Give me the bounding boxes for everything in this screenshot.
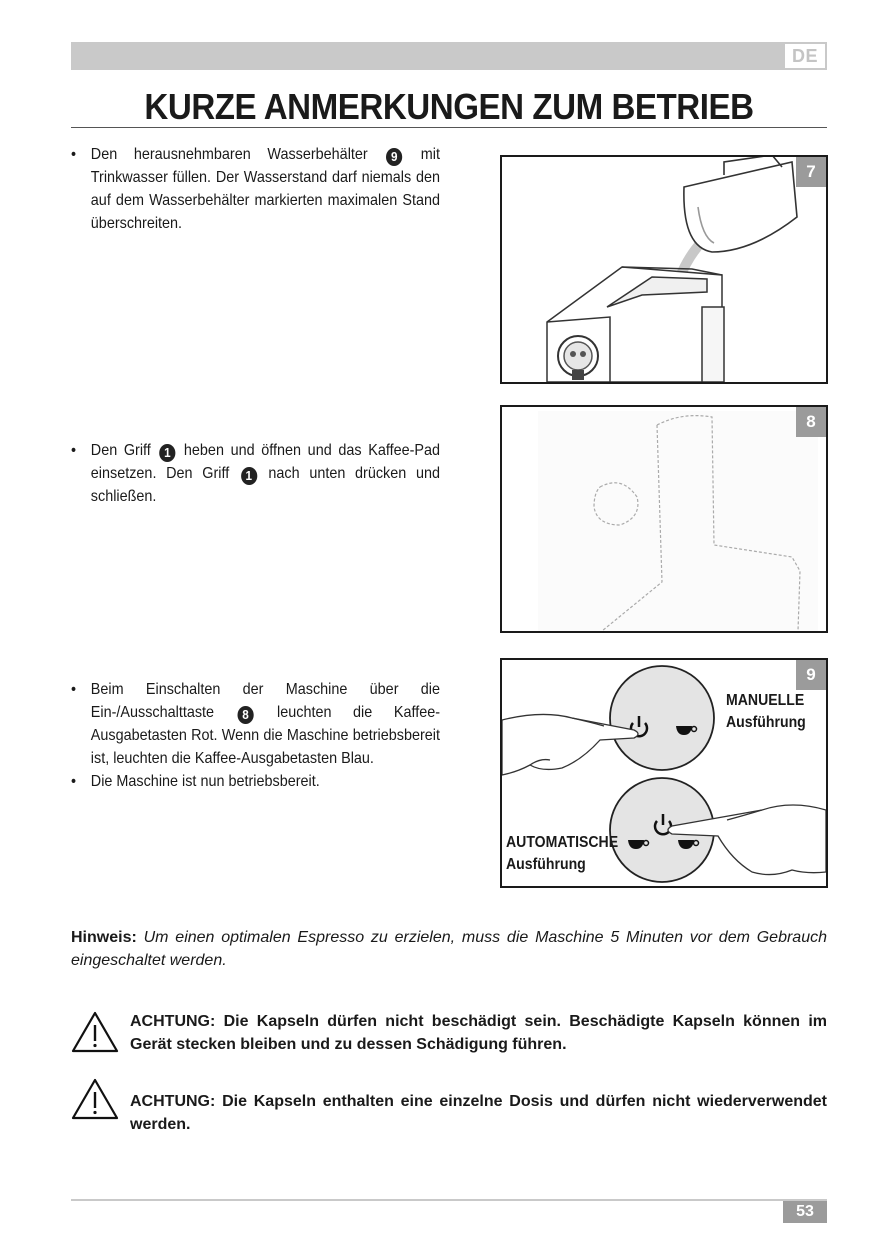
warning-text: ACHTUNG: Die Kapseln enthalten eine einzelne Dosis und dürfen nicht wiederverwendet werden.: [130, 1093, 828, 1133]
warning-triangle-icon: [71, 1010, 119, 1054]
figure-8-handle: [500, 405, 828, 633]
water-tank-illustration: [502, 157, 826, 382]
figure-7-fill-water-tank: [500, 155, 828, 384]
header-bar: [71, 42, 827, 70]
page-title: KURZE ANMERKUNGEN ZUM BETRIEB: [144, 86, 754, 127]
language-badge: DE: [785, 44, 825, 68]
figure-number: 7: [796, 157, 826, 187]
section-power-text: [71, 678, 440, 793]
note-text: Um einen optimalen Espresso zu erzielen, muss die Maschine 5 Minuten vor dem Gebrauch eingeschaltet werden.: [71, 929, 827, 969]
automatic-version-label: AUTOMATISCHE Ausführung: [506, 834, 619, 873]
list-item: • Den Griff 1 heben und öffnen und das Kaffee-Pad einsetzen. Den Griff 1 nach unten drücken und schließen.: [71, 439, 440, 508]
title-divider: [71, 127, 827, 128]
reference-number-badge: 1: [241, 467, 257, 485]
section-handle-text: [71, 439, 440, 508]
list-item: • Beim Einschalten der Maschine über die Ein-/Ausschalttaste 8 leuchten die Kaffee-Ausgabetasten Rot. Wenn die Maschine betriebsbereit ist, leuchten die Kaffee-Ausgabetasten Blau.: [71, 678, 440, 770]
warning-2: [71, 1077, 828, 1133]
figure-9-power-buttons: [500, 658, 828, 888]
note-label: Hinweis:: [71, 929, 137, 946]
section-water-tank-text: [71, 143, 440, 235]
page-number: 53: [783, 1201, 827, 1223]
manual-version-label: MANUELLE Ausführung: [726, 692, 806, 731]
reference-number-badge: 9: [386, 148, 402, 166]
reference-number-badge: 8: [237, 706, 253, 724]
list-item: • Den herausnehmbaren Wasserbehälter 9 mit Trinkwasser füllen. Der Wasserstand darf niemals den auf dem Wasserbehälter markierten maximalen Stand überschreiten.: [71, 143, 440, 235]
warning-1: [71, 1010, 827, 1058]
figure-number: 9: [796, 660, 826, 690]
note-paragraph: [71, 926, 827, 972]
warning-triangle-icon: [71, 1077, 119, 1121]
figure-number: 8: [796, 407, 826, 437]
control-panel-top: [610, 666, 714, 770]
warning-text: ACHTUNG: Die Kapseln dürfen nicht beschädigt sein. Beschädigte Kapseln können im Gerät stecken bleiben und zu dessen Schädigung führen.: [130, 1013, 827, 1053]
handle-illustration: [502, 407, 826, 631]
footer-divider: [71, 1199, 827, 1201]
reference-number-badge: 1: [159, 444, 175, 462]
list-item: • Die Maschine ist nun betriebsbereit.: [71, 770, 440, 793]
